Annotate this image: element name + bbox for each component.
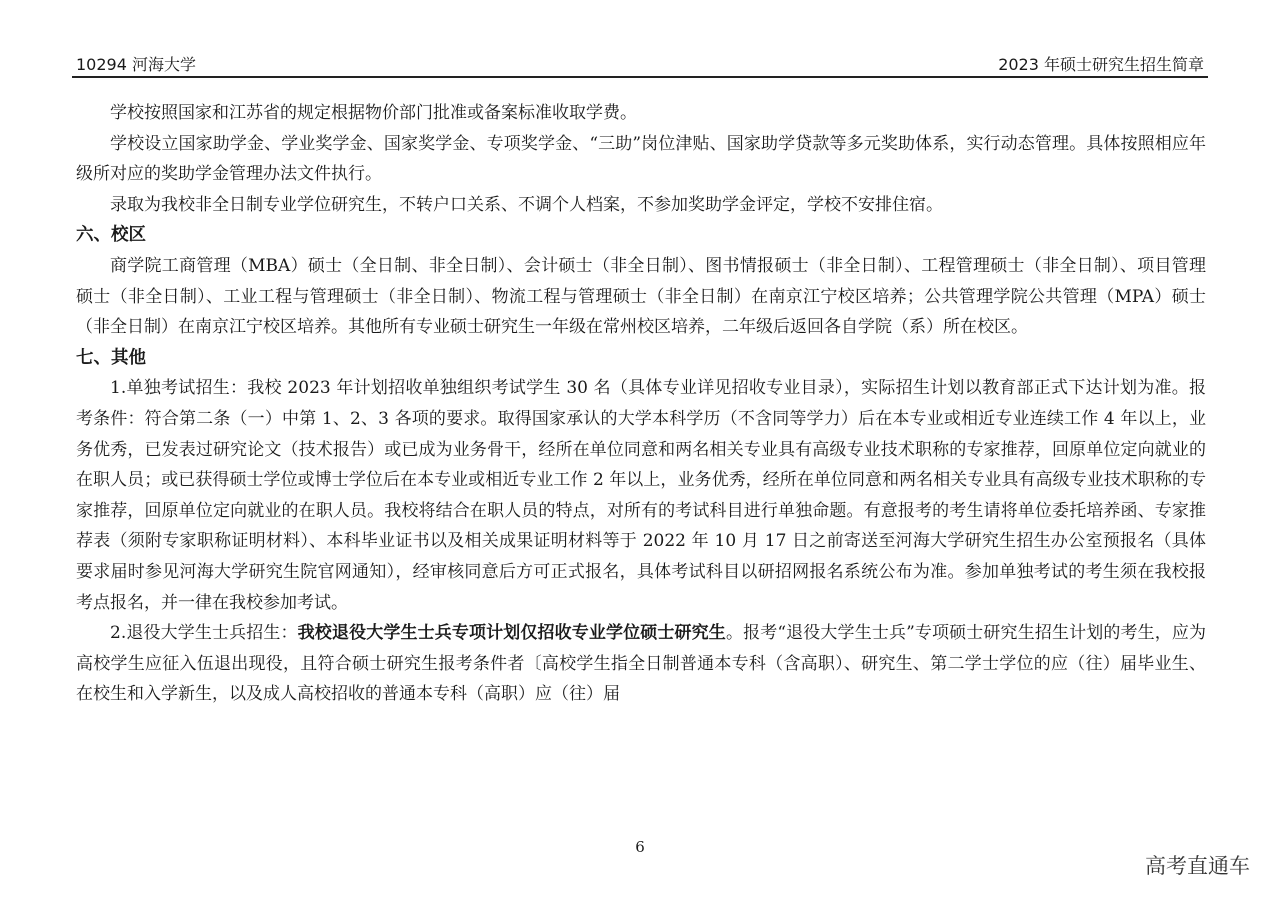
veteran-text: 。报考“退役大学生士兵”专项硕士研究生招生计划的考生，应为高校学生应征入伍退出现役，且符合硕士研究生报考条件者〔高校学生指全日制普通本专科（含高职）、研究生、第二学士学位的应（往）届毕业生、在校生和入学新生，以及成人高校招收的普通本专科（高职）应（往）届 xyxy=(76,623,1206,705)
independent-exam-lead: 1.单独考试招生： xyxy=(110,378,248,399)
header-university: 10294 河海大学 xyxy=(76,55,196,74)
paragraph-campus: 商学院工商管理（MBA）硕士（全日制、非全日制）、会计硕士（非全日制）、图书情报硕士（非全日制）、工程管理硕士（非全日制）、项目管理硕士（非全日制）、工业工程与管理硕士（非全日制）、物流工程与管理硕士（非全日制）在南京江宁校区培养；公共管理学院公共管理（MPA）硕士（非全日制）在南京江宁校区培养。其他所有专业硕士研究生一年级在常州校区培养，二年级后返回各自学院（系）所在校区。 xyxy=(76,255,1206,338)
page-number: 6 xyxy=(635,838,645,856)
veteran-bold-statement: 我校退役大学生士兵专项计划仅招收专业学位硕士研究生 xyxy=(297,623,726,644)
veteran-lead: 2.退役大学生士兵招生： xyxy=(110,623,298,644)
section-heading-other: 七、其他 xyxy=(76,347,146,368)
section-heading-campus: 六、校区 xyxy=(76,225,146,246)
paragraph-part-time: 录取为我校非全日制专业学位研究生，不转户口关系、不调个人档案，不参加奖助学金评定，学校不安排住宿。 xyxy=(110,194,943,215)
header-document-title: 2023 年硕士研究生招生简章 xyxy=(998,55,1204,74)
paragraph-tuition: 学校按照国家和江苏省的规定根据物价部门批准或备案标准收取学费。 xyxy=(110,103,637,123)
paragraph-financial-aid: 学校设立国家助学金、学业奖学金、国家奖学金、专项奖学金、“三助”岗位津贴、国家助学贷款等多元奖助体系，实行动态管理。具体按照相应年级所对应的奖助学金管理办法文件执行。 xyxy=(76,133,1206,185)
paragraph-independent-exam xyxy=(76,373,1206,618)
independent-exam-text: 我校 2023 年计划招收单独组织考试学生 30 名（具体专业详见招收专业目录），实际招生计划以教育部正式下达计划为准。报考条件：符合第二条（一）中第 1、2、3 各项的要求。取得国家承认的大学本科学历（不含同等学力）后在本专业或相近专业连续工作 4 年以上，业务优秀，已发表过研究论文（技术报告）或已成为业务骨干，经所在单位同意和两名相关专业具有高级专业技术职称的专家推荐，回原单位定向就业的在职人员；或已获得硕士学位或博士学位后在本专业或相近专业工作 2 年以上，业务优秀，经所在单位同意和两名相关专业具有高级专业技术职称的专家推荐，回原单位定向就业的在职人员。我校将结合在职人员的特点，对所有的考试科目进行单独命题。有意报考的考生请将单位委托培养函、专家推荐表（须附专家职称证明材料）、本科毕业证书以及相关成果证明材料等于 2022 年 10 月 17 日之前寄送至河海大学研究生招生办公室预报名（具体要求届时参见河海大学研究生院官网通知），经审核同意后方可正式报名，具体考试科目以研招网报名系统公布为准。参加单独考试的考生须在我校报考点报名，并一律在我校参加考试。 xyxy=(76,378,1206,613)
watermark: 高考直通车 xyxy=(1145,854,1250,878)
page-header xyxy=(72,50,1208,78)
paragraph-veteran-students xyxy=(76,618,1206,710)
page-content xyxy=(76,98,1206,710)
